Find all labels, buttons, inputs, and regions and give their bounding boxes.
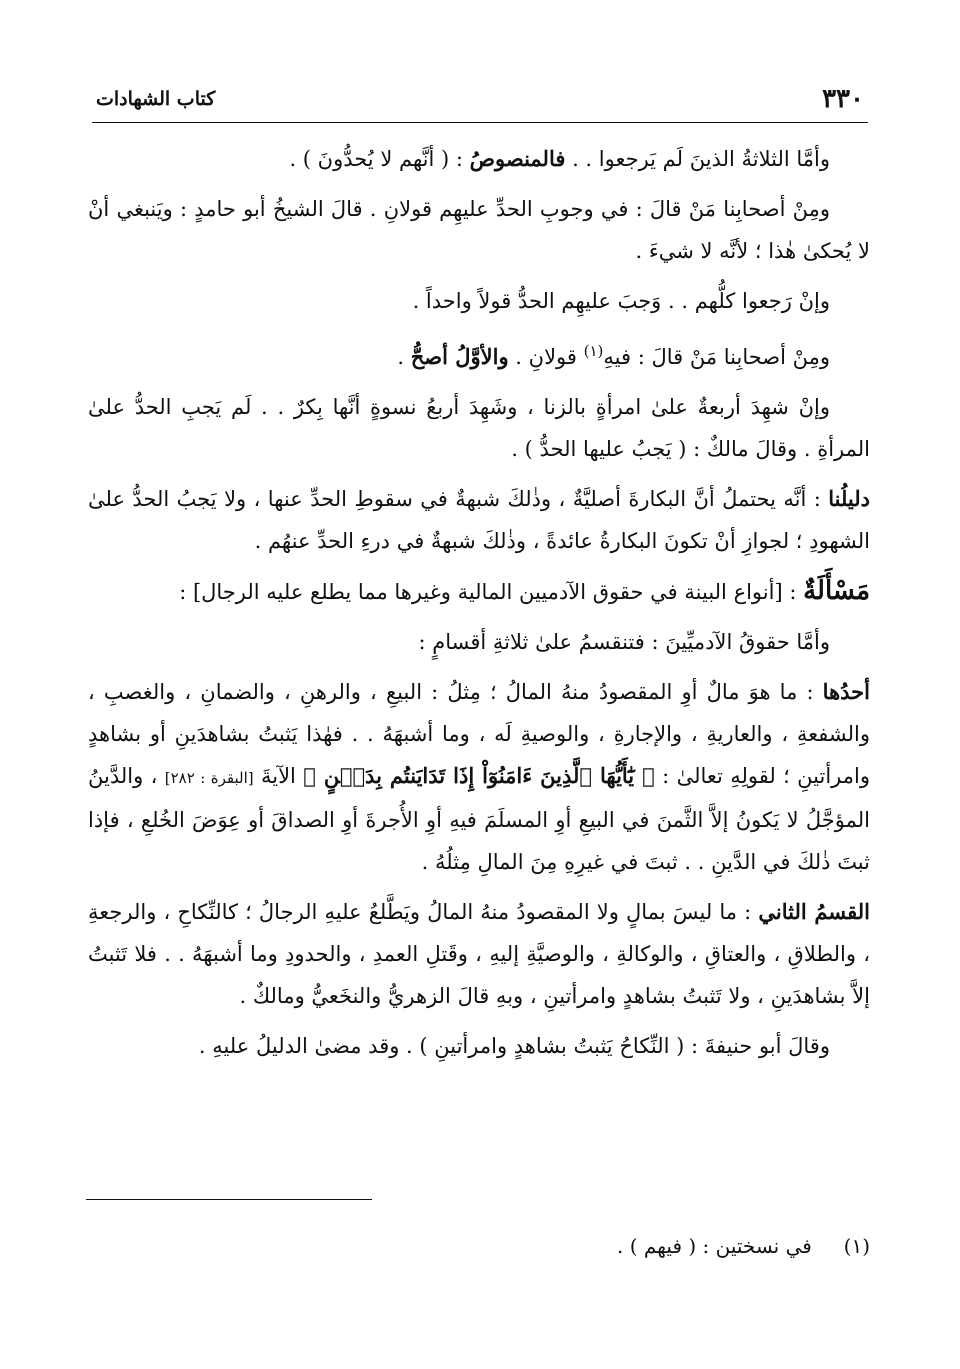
- footnote-divider: [86, 1199, 372, 1200]
- paragraph-5: وإنْ شهِدَ أربعةٌ علىٰ امرأةٍ بالزنا ، وشَهِدَ أربعُ نسوةٍ أنَّها بِكرٌ . . لَم يَجبِ الحدُّ علىٰ المرأةِ . وقالَ مالكٌ : ( يَجبُ عليها الحدُّ ) .: [88, 395, 870, 461]
- main-text: [88, 138, 870, 1075]
- paragraph-4: ومِنْ أصحابِنا مَنْ قالَ : فيهِ$^{(١)}$ قولانِ . والأوَّلُ أصحُّ .: [397, 342, 830, 369]
- paragraph-6: دليلُنا : أنَّه يحتملُ أنَّ البكارةَ أصليَّةٌ ، وذٰلكَ شبهةٌ في سقوطِ الحدِّ عنها ، ولا يَجبُ الحدُّ علىٰ الشهودِ ؛ لجوازِ أنْ تكونَ البكارةُ عائدةً ، وذٰلكَ شبهةٌ في درءِ الحدِّ عنهُم .: [88, 486, 870, 553]
- masala-heading: مَسْأَلَةٌ : [أنواع البينة في حقوق الآدميين المالية وغيرها مما يطلع عليه الرجال] :: [179, 576, 870, 606]
- masala-label: مَسْأَلَةٌ: [803, 576, 870, 606]
- quran-reference: [البقرة : ٢٨٢]: [164, 769, 254, 787]
- bold-term: دليلُنا: [828, 486, 870, 511]
- bold-term: القسمُ الثاني: [758, 899, 870, 924]
- footnote: [617, 1234, 870, 1258]
- bold-term: فالمنصوصُ: [469, 146, 566, 171]
- paragraph-3: وإنْ رَجعوا كلُّهم . . وَجبَ عليهِم الحدُّ قولاً واحداً .: [412, 289, 830, 313]
- paragraph-7: وأمَّا حقوقُ الآدميِّينَ : فتنقسمُ علىٰ ثلاثةِ أقسامٍ :: [418, 630, 830, 654]
- paragraph-2: ومِنْ أصحابِنا مَنْ قالَ : في وجوبِ الحدِّ عليهِم قولانِ . قالَ الشيخُ أبو حامدٍ : ويَنبغي أنْ لا يُحكىٰ هٰذا ؛ لأنَّه لا شيءَ .: [88, 197, 870, 263]
- paragraph-8: أحدُها : ما هوَ مالٌ أوِ المقصودُ منهُ المالُ ؛ مِثلُ : البيعِ ، والرهنِ ، والضمانِ ، والغصبِ ، والشفعةِ ، والعاريةِ ، والإجارةِ ، والوصيةِ لَه ، وما أشبهَهُ . . فهٰذا يَثبتُ بشاهدَينِ أو بشاهدٍ وامرأتينِ ؛ لقولِهِ تعالىٰ : ﴿ يَٰٓأَيُّهَا ٱلَّذِينَ ءَامَنُوٓاْ إِذَا تَدَايَنتُم بِدَيۡنٍ ﴾ الآيةَ [البقرة : ٢٨٢] ، والدَّينُ المؤجَّلُ لا يَكونُ إلاَّ الثَّمنَ في البيعِ أوِ المسلَمَ فيهِ أوِ الأُجرةَ أوِ الصداقَ أو عِوَضَ الخُلعِ ، فإذا ثبتَ ذٰلكَ في الدَّينِ . . ثبتَ في غيرِهِ مِنَ المالِ مِثلُهُ .: [88, 679, 871, 874]
- bold-term: أحدُها: [822, 679, 870, 704]
- paragraph-9: القسمُ الثاني : ما ليسَ بمالٍ ولا المقصودُ منهُ المالُ ويَطَّلعُ عليهِ الرجالُ ؛ كالنِّكاحِ ، والرجعةِ ، والطلاقِ ، والعتاقِ ، والوكالةِ ، والوصيَّةِ إليهِ ، وقَتلِ العمدِ ، والحدودِ وما أشبهَهُ . . فلا تَثبتُ إلاَّ بشاهدَينِ ، ولا تَثبتُ بشاهدٍ وامرأتينِ ، وبهِ قالَ الزهريُّ والنخَعيُّ ومالكٌ .: [88, 899, 870, 1008]
- page-number: ٣٣٠: [822, 84, 864, 114]
- paragraph-1: وأمَّا الثلاثةُ الذينَ لَم يَرجعوا . . فالمنصوصُ : ( أنَّهم لا يُحدُّونَ ) .: [289, 146, 830, 171]
- quran-verse: ﴿ يَٰٓأَيُّهَا ٱلَّذِينَ ءَامَنُوٓاْ إِذَا تَدَايَنتُم بِدَيۡنٍ ﴾: [303, 763, 655, 788]
- page-header: [92, 82, 868, 123]
- bold-term: والأوَّلُ أصحُّ: [410, 344, 509, 369]
- footnote-number: (١): [843, 1234, 870, 1258]
- footnote-text: في نسختين : ( فيهم ) .: [617, 1234, 812, 1258]
- running-title: كتاب الشهادات: [96, 88, 216, 110]
- paragraph-10: وقالَ أبو حنيفةَ : ( النِّكاحُ يَثبتُ بشاهدٍ وامرأتينِ ) . وقد مضىٰ الدليلُ عليهِ .: [198, 1034, 830, 1058]
- footnote-ref: (١): [583, 342, 604, 360]
